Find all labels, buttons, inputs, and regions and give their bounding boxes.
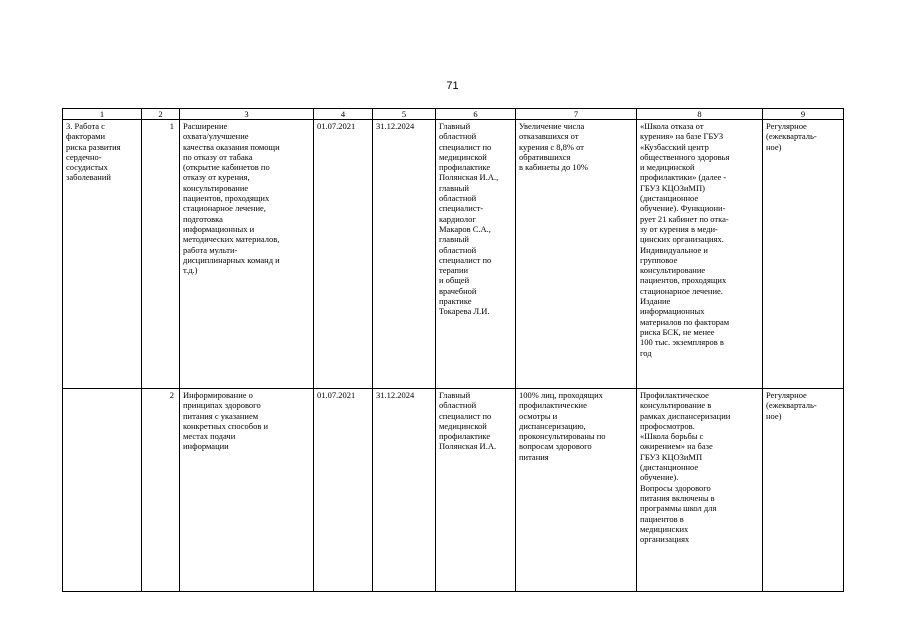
result-cell: «Школа отказа от курения» на базе ГБУЗ «Кузбасский центр общественного здоровья и медицинской профилактики» (далее - ГБУЗ КЦОЗиМП) (дистанционное обучение). Функциони- рует 21 кабинет по отка- зу от курения в меди- цинских организациях. Индивидуальное и групповое консультирование пациентов, проходящих стационарное лечение. Издание информационных материалов по факторам риска БСК, не менее 100 тыс. экземпляров в год (637, 120, 763, 389)
column-header: 7 (516, 109, 637, 120)
section-cell: 3. Работа с факторами риска развития сердечно- сосудистых заболеваний (63, 120, 142, 389)
item-number-cell: 2 (142, 389, 180, 592)
measure-cell: Расширение охвата/улучшение качества оказания помощи по отказу от табака (открытие кабинетов по отказу от курения, консультирование пациентов, проходящих стационарное лечение, подготовка информационных и методических материалов, работа мульти- дисциплинарных команд и т.д.) (180, 120, 314, 389)
start-date-cell: 01.07.2021 (314, 120, 373, 389)
column-header: 2 (142, 109, 180, 120)
periodicity-cell: Регулярное (ежекварталь- ное) (763, 389, 844, 592)
table-header-row (63, 109, 844, 120)
table-row (63, 120, 844, 389)
measure-cell: Информирование о принципах здорового питания с указанием конкретных способов и местах подачи информации (180, 389, 314, 592)
indicator-cell: Увеличение числа отказавшихся от курения с 8,8% от обратившихся в кабинеты до 10% (516, 120, 637, 389)
item-number-cell: 1 (142, 120, 180, 389)
column-header: 3 (180, 109, 314, 120)
result-cell: Профилактическое консультирование в рамках диспансеризации профосмотров. «Школа борьбы с ожирением» на базе ГБУЗ КЦОЗиМП (дистанционное обучение). Вопросы здорового питания включены в программы школ для пациентов в медицинских организациях (637, 389, 763, 592)
column-header: 5 (373, 109, 436, 120)
page-number: 71 (446, 80, 459, 92)
start-date-cell: 01.07.2021 (314, 389, 373, 592)
column-header: 8 (637, 109, 763, 120)
indicator-cell: 100% лиц, проходящих профилактические осмотры и диспансеризацию, проконсультированы по вопросам здорового питания (516, 389, 637, 592)
column-header: 6 (436, 109, 516, 120)
column-header: 9 (763, 109, 844, 120)
periodicity-cell: Регулярное (ежекварталь- ное) (763, 120, 844, 389)
column-header: 4 (314, 109, 373, 120)
table-row (63, 389, 844, 592)
responsible-cell: Главный областной специалист по медицинской профилактике Полянская И.А., главный областной специалист- кардиолог Макаров С.А., главный областной специалист по терапии и общей врачебной практике Токарева Л.И. (436, 120, 516, 389)
end-date-cell: 31.12.2024 (373, 120, 436, 389)
section-cell (63, 389, 142, 592)
measures-table (62, 108, 844, 592)
column-header: 1 (63, 109, 142, 120)
end-date-cell: 31.12.2024 (373, 389, 436, 592)
responsible-cell: Главный областной специалист по медицинской профилактике Полянская И.А. (436, 389, 516, 592)
